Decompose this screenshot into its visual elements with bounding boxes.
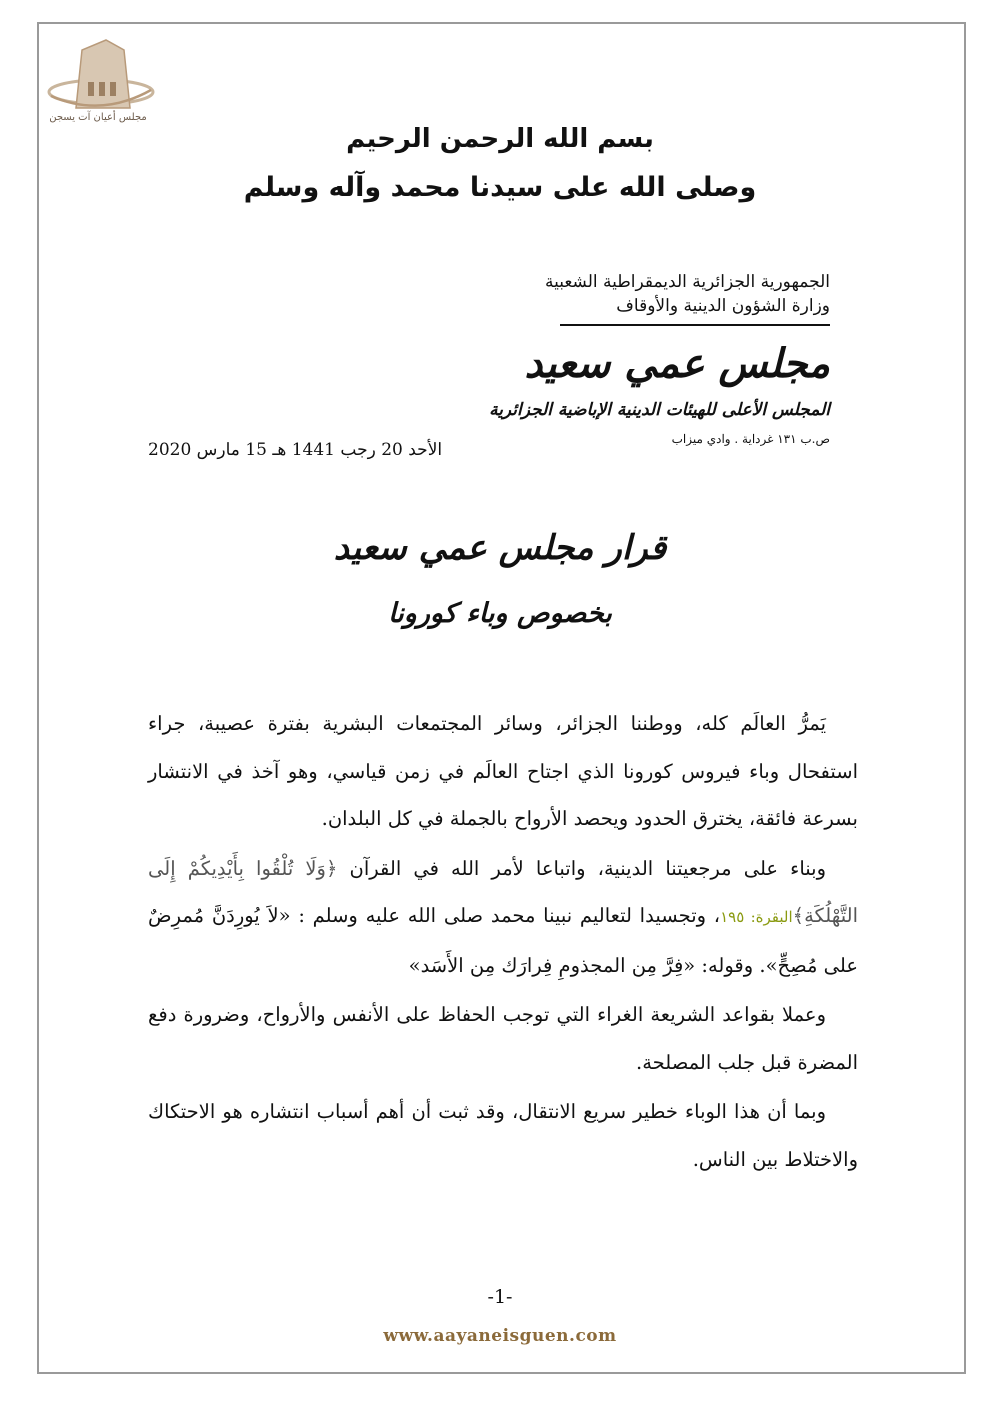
document-title: قرار مجلس عمي سعيد [333, 528, 667, 568]
quran-verse: ﴿وَلَا تُلْقُوا بِأَيْدِيكُمْ إِلَى التَّهْلُكَةِ﴾ [148, 856, 858, 927]
letterhead-address: ص.ب ١٣١ غرداية . وادي ميزاب [671, 432, 830, 446]
letterhead-stamp [489, 262, 830, 462]
paragraph-2 [148, 845, 858, 990]
basmala: بسم الله الرحمن الرحيم [346, 124, 654, 154]
salat-line: وصلى الله على سيدنا محمد وآله وسلم [243, 172, 757, 203]
body-text [148, 700, 858, 1183]
website-link[interactable]: www.aayaneisguen.com [383, 1326, 617, 1346]
page-number: -1- [487, 1286, 513, 1308]
letterhead-ministry: وزارة الشؤون الدينية والأوقاف [616, 296, 830, 316]
letterhead-divider [560, 324, 830, 326]
paragraph-4: وبما أن هذا الوباء خطير سريع الانتقال، وقد ثبت أن أهم أسباب انتشاره هو الاحتكاك والاختلاط بين الناس. [148, 1100, 858, 1171]
verse-reference: البقرة: ١٩٥ [720, 908, 793, 926]
letterhead-high-council: المجلس الأعلى للهيئات الدينية الإباضية الجزائرية [489, 400, 830, 420]
letterhead-council-name: مجلس عمي سعيد [524, 340, 830, 387]
paragraph-2-start: وبناء على مرجعيتنا الدينية، واتباعا لأمر الله في القرآن [349, 856, 827, 880]
paragraph-3: وعملا بقواعد الشريعة الغراء التي توجب الحفاظ على الأنفس والأرواح، وضرورة دفع المضرة قبل جلب المصلحة. [148, 1003, 858, 1074]
logo-caption: مجلس أعيان آت يسجن [49, 112, 147, 123]
document-subtitle: بخصوص وباء كورونا [388, 598, 612, 629]
paragraph-1-text: يَمرُّ العالَم كله، ووطننا الجزائر، وسائر المجتمعات البشرية بفترة عصيبة، جراء استفحال وباء فيروس كورونا الذي اجتاح العالَم في زمن قياسي، وهو آخذ في الانتشار بسرعة فائقة، يخترق الحدود ويحصد الأرواح بالجملة في كل البلدان. [148, 712, 858, 830]
document-date: الأحد 20 رجب 1441 هـ 15 مارس 2020 [148, 440, 443, 460]
letterhead-republic: الجمهورية الجزائرية الديمقراطية الشعبية [544, 272, 830, 292]
paragraph-1 [148, 700, 858, 843]
paragraph-2-hadith: ، وتجسيدا لتعاليم نبينا محمد صلى الله عليه وسلم : «لاَ يُورِدَنَّ مُمرِضٌ على مُصِحٍّ». وقوله: «فِرَّ مِن المجذومِ فِرارَك مِن الأَسَد» [148, 904, 858, 977]
